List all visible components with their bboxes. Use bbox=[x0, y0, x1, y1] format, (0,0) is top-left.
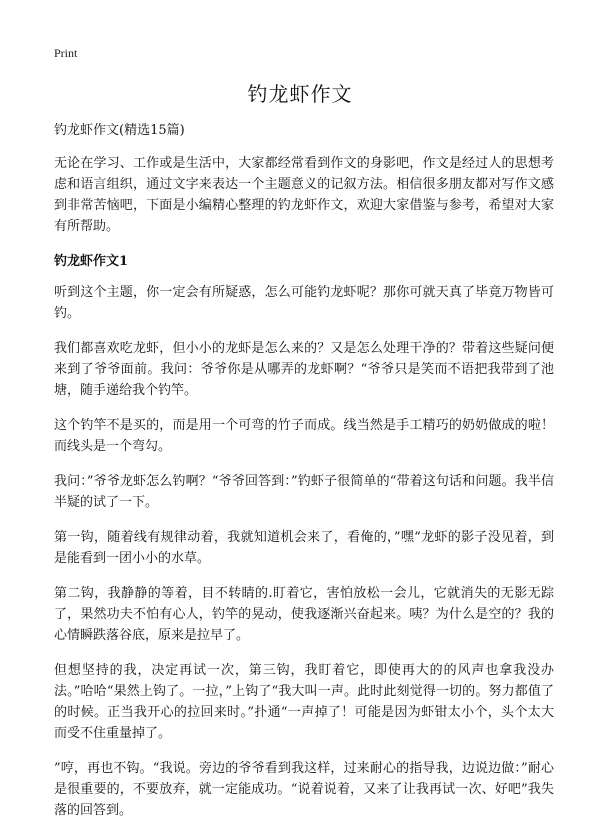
section-heading: 钓龙虾作文1 bbox=[54, 254, 129, 269]
paragraph-1: 听到这个主题，你一定会有所疑惑，怎么可能钓龙虾呢？那你可就天真了毕竟万物皆可钓。 bbox=[54, 285, 554, 321]
intro-paragraph: 无论在学习、工作或是生活中，大家都经常看到作文的身影吧，作文是经过人的思想考虑和语言组织，通过文字来表达一个主题意义的记叙方法。相信很多朋友都对写作文感到非常苦恼吧，下面是小编精心整理的钓龙虾作文，欢迎大家借鉴与参考，希望对大家有所帮助。 bbox=[54, 156, 554, 234]
article-subtitle: 钓龙虾作文(精选15篇) bbox=[54, 123, 185, 138]
paragraph-8: ”哼，再也不钩。“我说。旁边的爷爷看到我这样，过来耐心的指导我，边说边做：”耐心是很重要的，不要放弃，就一定能成功。“说着说着，又来了让我再试一次、好吧”我失落的回答到。 bbox=[54, 761, 554, 818]
print-link[interactable]: Print bbox=[54, 46, 78, 60]
paragraph-6: 第二钩，我静静的等着，目不转睛的.盯着它，害怕放松一会儿，它就消失的无影无踪了，果然功夫不怕有心人，钓竿的晃动，使我逐渐兴奋起来。咦？为什么是空的？我的心情瞬跌落谷底，原来是拉早了。 bbox=[54, 586, 554, 643]
paragraph-7: 但想坚持的我，决定再试一次，第三钩，我盯着它，即使再大的的风声也拿我没办法。”哈哈“果然上钩了。一拉，”上钩了“我大叫一声。此时此刻觉得一切的。努力都值了的时候。正当我开心的拉回来时。”扑通“一声掉了！可能是因为虾钳太小个，头个太大而受不住重量掉了。 bbox=[54, 663, 554, 741]
paragraph-5: 第一钩，随着线有规律动着，我就知道机会来了，看俺的，”嘿“龙虾的影子没见着，到是能看到一团小小的水草。 bbox=[54, 530, 554, 566]
paragraph-3: 这个钓竿不是买的，而是用一个可弯的竹子而成。线当然是手工精巧的奶奶做成的啦！而线头是一个弯勾。 bbox=[54, 418, 554, 454]
paragraph-4: 我问：”爷爷龙虾怎么钓啊？“爷爷回答到：”钓虾子很简单的“带着这句话和问题。我半信半疑的试了一下。 bbox=[54, 474, 554, 510]
article-body bbox=[54, 120, 554, 835]
page-title: 钓龙虾作文 bbox=[247, 82, 353, 106]
paragraph-2: 我们都喜欢吃龙虾，但小小的龙虾是怎么来的？又是怎么处理干净的？带着这些疑问便来到了爷爷面前。我问：爷爷你是从哪弄的龙虾啊？“爷爷只是笑而不语把我带到了池塘，随手递给我个钓竿。 bbox=[54, 341, 554, 398]
